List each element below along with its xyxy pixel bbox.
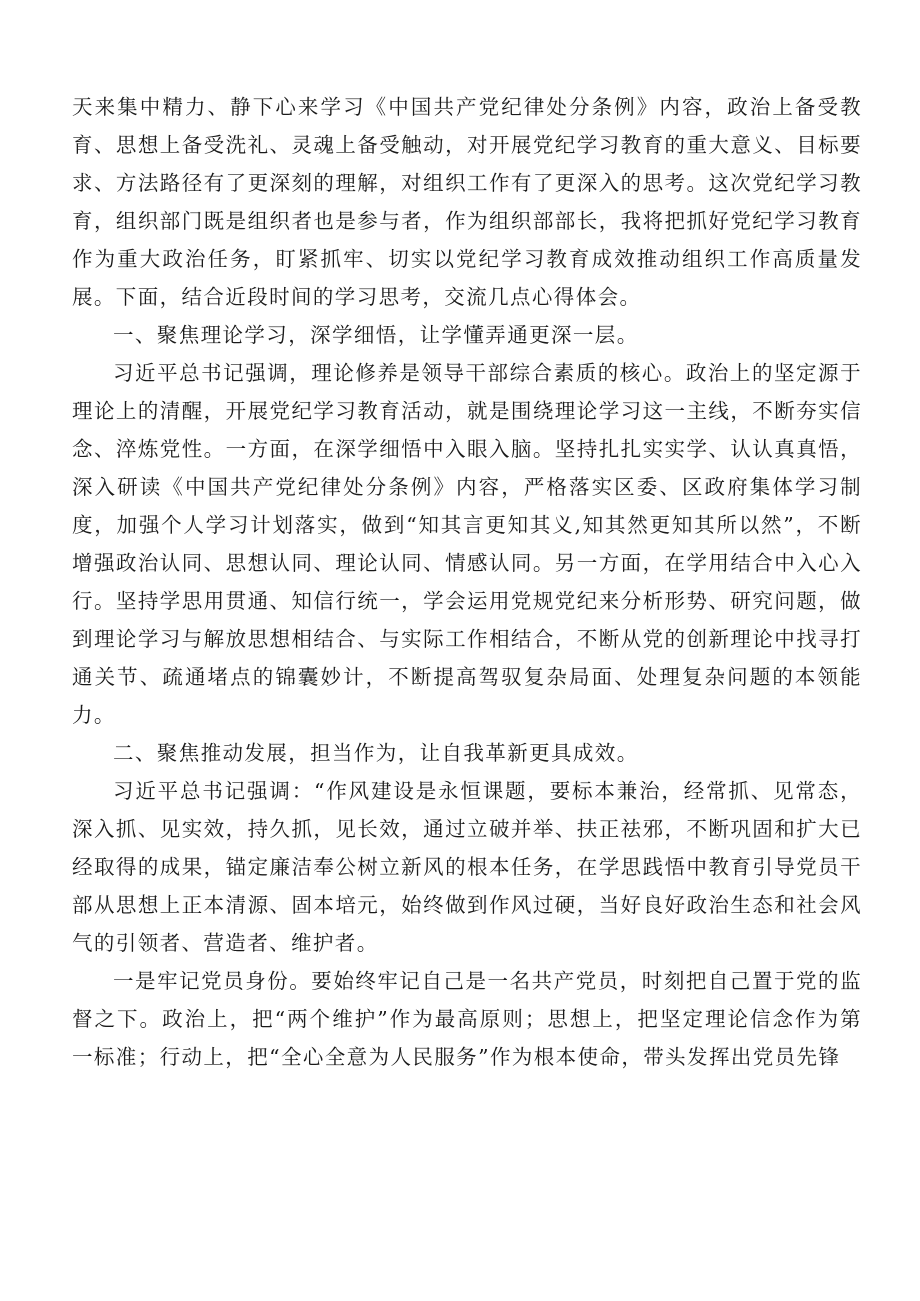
section-heading-1: 一、聚焦理论学习，深学细悟，让学懂弄通更深一层。 xyxy=(113,323,639,347)
section-heading-2: 二、聚焦推动发展，担当作为，让自我革新更具成效。 xyxy=(113,741,639,765)
paragraph-theory-study: 习近平总书记强调，理论修养是领导干部综合素质的核心。政治上的坚定源于理论上的清醒，开展党纪学习教育活动，就是围绕理论学习这一主线，不断夯实信念、淬炼党性。一方面，在深学细悟中入眼入脑。坚持扎扎实实学、认认真真悟，深入研读《中国共产党纪律处分条例》内容，严格落实区委、区政府集体学习制度，加强个人学习计划落实，做到“知其言更知其义,知其然更知其所以然”，不断增强政治认同、思想认同、理论认同、情感认同。另一方面，在学用结合中入心入行。坚持学思用贯通、知信行统一，学会运用党规党纪来分析形势、研究问题，做到理论学习与解放思想相结合、与实际工作相结合，不断从党的创新理论中找寻打通关节、疏通堵点的锦囊妙计，不断提高驾驭复杂局面、处理复杂问题的本领能力。 xyxy=(72,361,862,727)
document-page xyxy=(72,88,862,1076)
paragraph-party-identity: 一是牢记党员身份。要始终牢记自己是一名共产党员，时刻把自己置于党的监督之下。政治上，把“两个维护”作为最高原则；思想上，把坚定理论信念作为第一标准；行动上，把“全心全意为人民服务”作为根本使命，带头发挥出党员先锋 xyxy=(72,969,862,1069)
paragraph-work-style: 习近平总书记强调：“作风建设是永恒课题，要标本兼治，经常抓、见常态，深入抓、见实效，持久抓，见长效，通过立破并举、扶正祛邪，不断巩固和扩大已经取得的成果，锚定廉洁奉公树立新风的根本任务，在学思践悟中教育引导党员干部从思想上正本清源、固本培元，始终做到作风过硬，当好良好政治生态和社会风气的引领者、营造者、维护者。 xyxy=(72,779,862,955)
paragraph-intro-continuation: 天来集中精力、静下心来学习《中国共产党纪律处分条例》内容，政治上备受教育、思想上备受洗礼、灵魂上备受触动，对开展党纪学习教育的重大意义、目标要求、方法路径有了更深刻的理解，对组织工作有了更深入的思考。这次党纪学习教育，组织部门既是组织者也是参与者，作为组织部部长，我将把抓好党纪学习教育作为重大政治任务，盯紧抓牢、切实以党纪学习教育成效推动组织工作高质量发展。下面，结合近段时间的学习思考，交流几点心得体会。 xyxy=(72,95,862,309)
